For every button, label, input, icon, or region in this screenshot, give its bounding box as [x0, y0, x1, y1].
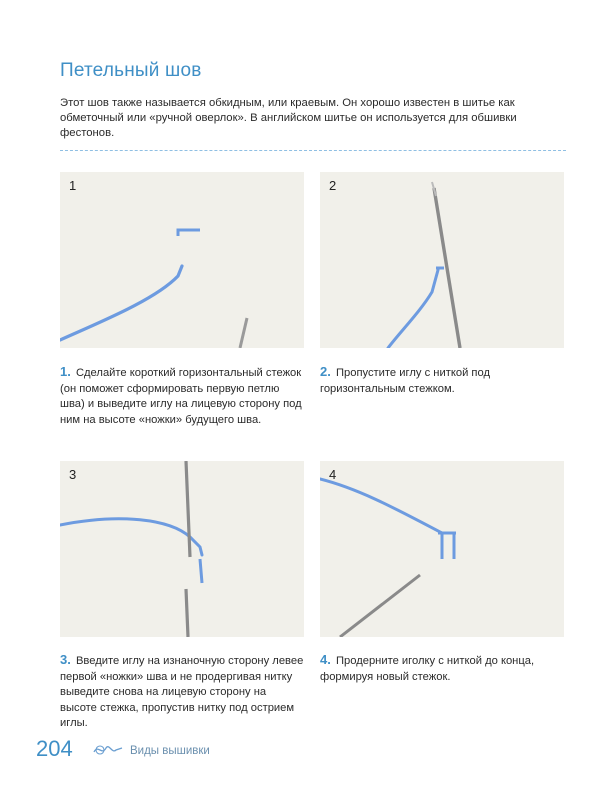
- step-photo-number: 3: [69, 467, 77, 482]
- step-photo-number: 4: [329, 467, 337, 482]
- step-caption-3: [60, 652, 304, 732]
- step-label: 2.: [320, 364, 331, 379]
- needle-upper: [186, 461, 190, 557]
- loop-stitches: [438, 533, 456, 559]
- step-photo-number: 2: [329, 178, 337, 193]
- thread-line: [388, 270, 438, 348]
- step-photo-2: [320, 172, 564, 348]
- step-2-illustration: [320, 172, 564, 348]
- step-3-illustration: [60, 461, 304, 637]
- step-label: 4.: [320, 652, 331, 667]
- step-label: 3.: [60, 652, 71, 667]
- section-name: Виды вышивки: [130, 745, 210, 757]
- needle: [340, 575, 420, 637]
- step-caption-4: [320, 652, 564, 685]
- step-text: Сделайте короткий горизонтальный стежок (он поможет сформировать первую петлю шва) и выведите иглу на лицевую сторону под ним на высоте «ножки» будущего шва.: [60, 367, 302, 426]
- step-caption-1: [60, 364, 304, 428]
- step-photo-4: [320, 461, 564, 637]
- needle-lower: [186, 589, 188, 637]
- stitch-leg: [200, 559, 202, 583]
- page-title: Петельный шов: [60, 60, 202, 81]
- step-text: Введите иглу на изнаночную сторону левее первой «ножки» шва и не продергивая нитку выведите снова на лицевую сторону на высоте стежка, пропустив нитку под острием иглы.: [60, 655, 304, 729]
- thread-spool-icon: [92, 742, 124, 758]
- thread-line: [320, 479, 442, 533]
- step-text: Пропустите иглу с ниткой под горизонтальным стежком.: [320, 367, 490, 395]
- page-number: 204: [36, 736, 73, 761]
- step-1-illustration: [60, 172, 304, 348]
- step-4-illustration: [320, 461, 564, 637]
- intro-paragraph: Этот шов также называется обкидным, или краевым. Он хорошо известен в шитье как обметочный или «ручной оверлок». В английском шитье он используется для обшивки фестонов.: [60, 97, 517, 139]
- dashed-divider: [60, 150, 566, 151]
- step-caption-2: [320, 364, 564, 397]
- thread-line: [60, 266, 182, 340]
- needle-tip: [240, 318, 247, 348]
- step-label: 1.: [60, 364, 71, 379]
- horizontal-stitch: [178, 230, 200, 236]
- step-photo-3: [60, 461, 304, 637]
- step-photo-number: 1: [69, 178, 77, 193]
- step-photo-1: [60, 172, 304, 348]
- thread-line: [60, 519, 202, 555]
- step-text: Продерните иголку с ниткой до конца, формируя новый стежок.: [320, 655, 535, 683]
